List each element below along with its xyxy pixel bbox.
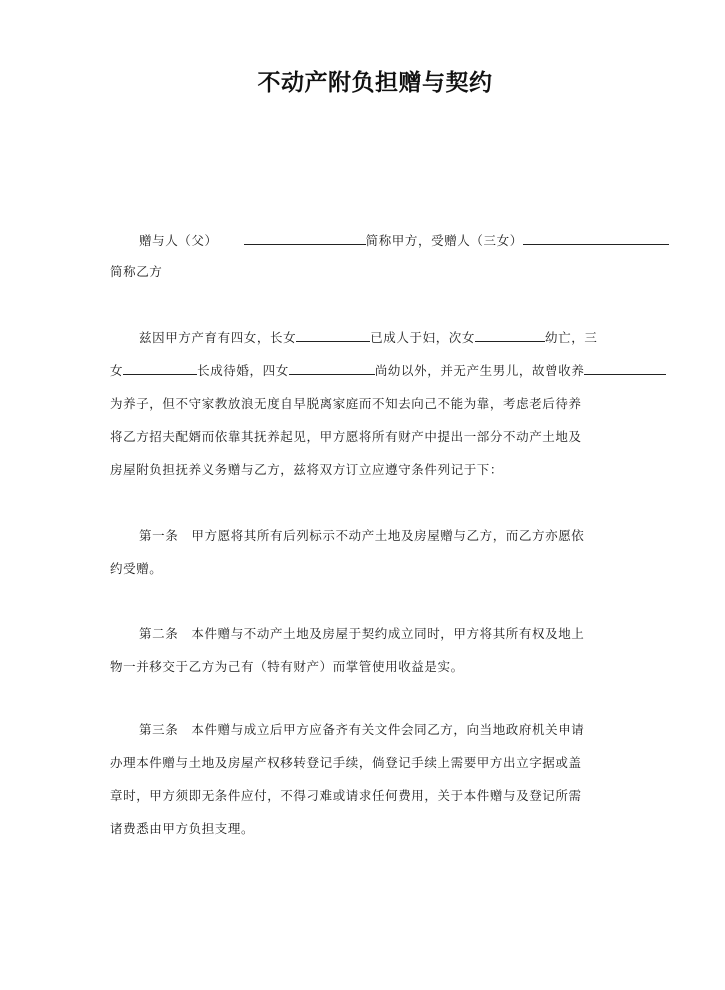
para1-line-4	[110, 429, 582, 445]
para1-text-3: 为养子，但不守家教放浪无度自早脱离家庭而不知去向己不能为靠，考虑老后待养	[110, 396, 582, 411]
para1-text-5: 房屋附负担抚养义务赠与乙方，兹将双方订立应遵守条件列记于下：	[110, 462, 504, 477]
article-3-line-2	[110, 755, 582, 771]
para1-text-1c: 幼亡，三	[545, 330, 598, 345]
article-3-text-4: 诸费悉由甲方负担支理。	[110, 821, 255, 836]
blank-adopted-son	[584, 362, 666, 375]
intro-text-donor: 赠与人（父）	[139, 233, 218, 248]
page-title: 不动产附负担赠与契约	[257, 70, 493, 96]
para1-text-2c: 尚幼以外，并无产生男儿，故曾收养	[374, 363, 585, 378]
article-3-line-3	[110, 788, 582, 804]
intro-text-donee: 简称甲方，受赠人（三女）	[365, 233, 523, 248]
para1-line-5	[110, 462, 503, 478]
blank-donor-name	[244, 232, 366, 245]
article-3-line-4	[110, 821, 254, 837]
blank-third-daughter	[123, 362, 197, 375]
blank-donee-name	[523, 232, 669, 245]
article-3-text-3: 章时，甲方须即无条件应付，不得刁难或请求任何费用，关于本件赠与及登记所需	[110, 788, 582, 803]
blank-second-daughter	[475, 329, 545, 342]
para1-text-1b: 已成人于妇，次女	[370, 330, 476, 345]
intro-line-1	[139, 232, 669, 249]
article-2-line-2	[110, 659, 464, 675]
article-1-text-2: 约受赠。	[110, 561, 163, 576]
para1-line-1	[139, 329, 597, 346]
article-3-line-1	[139, 722, 584, 738]
article-2-text-2: 物一并移交于乙方为己有（特有财产）而掌管使用收益是实。	[110, 659, 464, 674]
para1-text-4: 将乙方招夫配婿而依靠其抚养起见，甲方愿将所有财产中提出一部分不动产土地及	[110, 429, 582, 444]
para1-line-3	[110, 396, 582, 412]
blank-eldest-daughter	[296, 329, 370, 342]
article-3-text-1: 第三条 本件赠与成立后甲方应备齐有关文件会同乙方，向当地政府机关申请	[139, 722, 585, 737]
article-2-text-1: 第二条 本件赠与不动产土地及房屋于契约成立同时，甲方将其所有权及地上	[139, 626, 585, 641]
article-1-text-1: 第一条 甲方愿将其所有后列标示不动产土地及房屋赠与乙方，而乙方亦愿依	[139, 528, 585, 543]
article-1-line-1	[139, 528, 584, 544]
intro-line-2	[110, 264, 162, 280]
article-2-line-1	[139, 626, 584, 642]
para1-text-2b: 长成待婚，四女	[197, 363, 289, 378]
para1-line-2	[110, 362, 666, 379]
para1-text-2a: 女	[110, 363, 124, 378]
article-3-text-2: 办理本件赠与土地及房屋产权移转登记手续，倘登记手续上需要甲方出立字据或盖	[110, 755, 582, 770]
intro-text-2: 简称乙方	[110, 264, 163, 279]
blank-fourth-daughter	[289, 362, 375, 375]
para1-text-1a: 兹因甲方产育有四女，长女	[139, 330, 297, 345]
article-1-line-2	[110, 561, 162, 577]
